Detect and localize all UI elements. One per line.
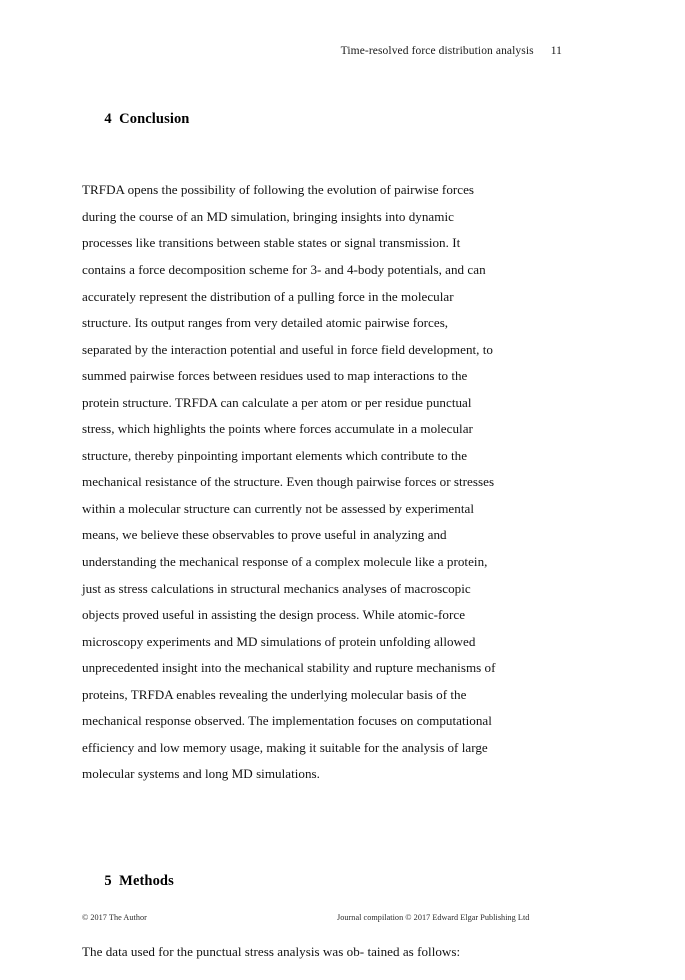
spacer-heading-paragraph bbox=[82, 146, 564, 177]
section-heading-conclusion bbox=[82, 92, 564, 146]
paragraph-line: accurately represent the distribution of a pulling force in the molecular bbox=[82, 288, 454, 304]
paragraph-line: summed pairwise forces between residues used to map interactions to the bbox=[82, 368, 468, 384]
paragraph-line: mechanical resistance of the structure. Even though pairwise forces or stresses bbox=[82, 474, 495, 490]
footer-journal-compilation: Journal compilation © 2017 Edward Elgar Publishing Ltd bbox=[337, 913, 530, 922]
paragraph-line: during the course of an MD simulation, bringing insights into dynamic bbox=[82, 208, 454, 224]
paragraph-line: structure. Its output ranges from very detailed atomic pairwise forces, bbox=[82, 315, 449, 331]
page-number: 11 bbox=[550, 45, 562, 57]
section-number-methods: 5 bbox=[104, 873, 112, 890]
paragraph-line: processes like transitions between stable states or signal transmission. It bbox=[82, 235, 461, 251]
spacer-paragraph-section bbox=[82, 788, 564, 854]
paragraph-line: within a molecular structure can currently not be assessed by experimental bbox=[82, 500, 474, 516]
paragraph-line: TRFDA opens the possibility of following the evolution of pairwise forces bbox=[82, 182, 475, 198]
section-title-conclusion: Conclusion bbox=[119, 111, 190, 128]
paragraph-line: unprecedented insight into the mechanical stability and rupture mechanisms of bbox=[82, 660, 496, 676]
paragraph-line: objects proved useful in assisting the design process. While atomic-force bbox=[82, 607, 466, 623]
running-head bbox=[82, 45, 562, 65]
paragraph-line: molecular systems and long MD simulations. bbox=[82, 766, 320, 782]
page-footer bbox=[82, 913, 564, 927]
section-heading-methods bbox=[82, 854, 564, 908]
paragraph-line: The data used for the punctual stress analysis was ob- tained as follows: bbox=[82, 944, 461, 960]
paragraph-line: just as stress calculations in structural mechanics analyses of macroscopic bbox=[82, 580, 471, 596]
paragraph-line: understanding the mechanical response of a complex molecule like a protein, bbox=[82, 554, 488, 570]
paragraph-line: means, we believe these observables to prove useful in analyzing and bbox=[82, 527, 447, 543]
paragraph-line: efficiency and low memory usage, making it suitable for the analysis of large bbox=[82, 739, 488, 755]
paragraph-line: proteins, TRFDA enables revealing the underlying molecular basis of the bbox=[82, 686, 467, 702]
paragraph-line: stress, which highlights the points where forces accumulate in a molecular bbox=[82, 421, 473, 437]
footer-copyright-author: © 2017 The Author bbox=[82, 913, 147, 922]
paragraph-line: contains a force decomposition scheme for 3- and 4-body potentials, and can bbox=[82, 262, 486, 278]
text-column bbox=[82, 92, 564, 966]
paragraph-methods bbox=[82, 939, 564, 966]
paragraph-line: protein structure. TRFDA can calculate a per atom or per residue punctual bbox=[82, 394, 472, 410]
paragraph-line: mechanical response observed. The implementation focuses on computational bbox=[82, 713, 492, 729]
running-head-title: Time-resolved force distribution analysis bbox=[340, 45, 534, 57]
section-number-conclusion: 4 bbox=[104, 111, 112, 128]
paragraph-line: structure, thereby pinpointing important elements which contribute to the bbox=[82, 447, 468, 463]
paragraph-line: microscopy experiments and MD simulations of protein unfolding allowed bbox=[82, 633, 476, 649]
section-title-methods: Methods bbox=[119, 873, 174, 890]
paragraph-line: separated by the interaction potential and useful in force field development, to bbox=[82, 341, 493, 357]
paragraph-conclusion bbox=[82, 177, 564, 788]
